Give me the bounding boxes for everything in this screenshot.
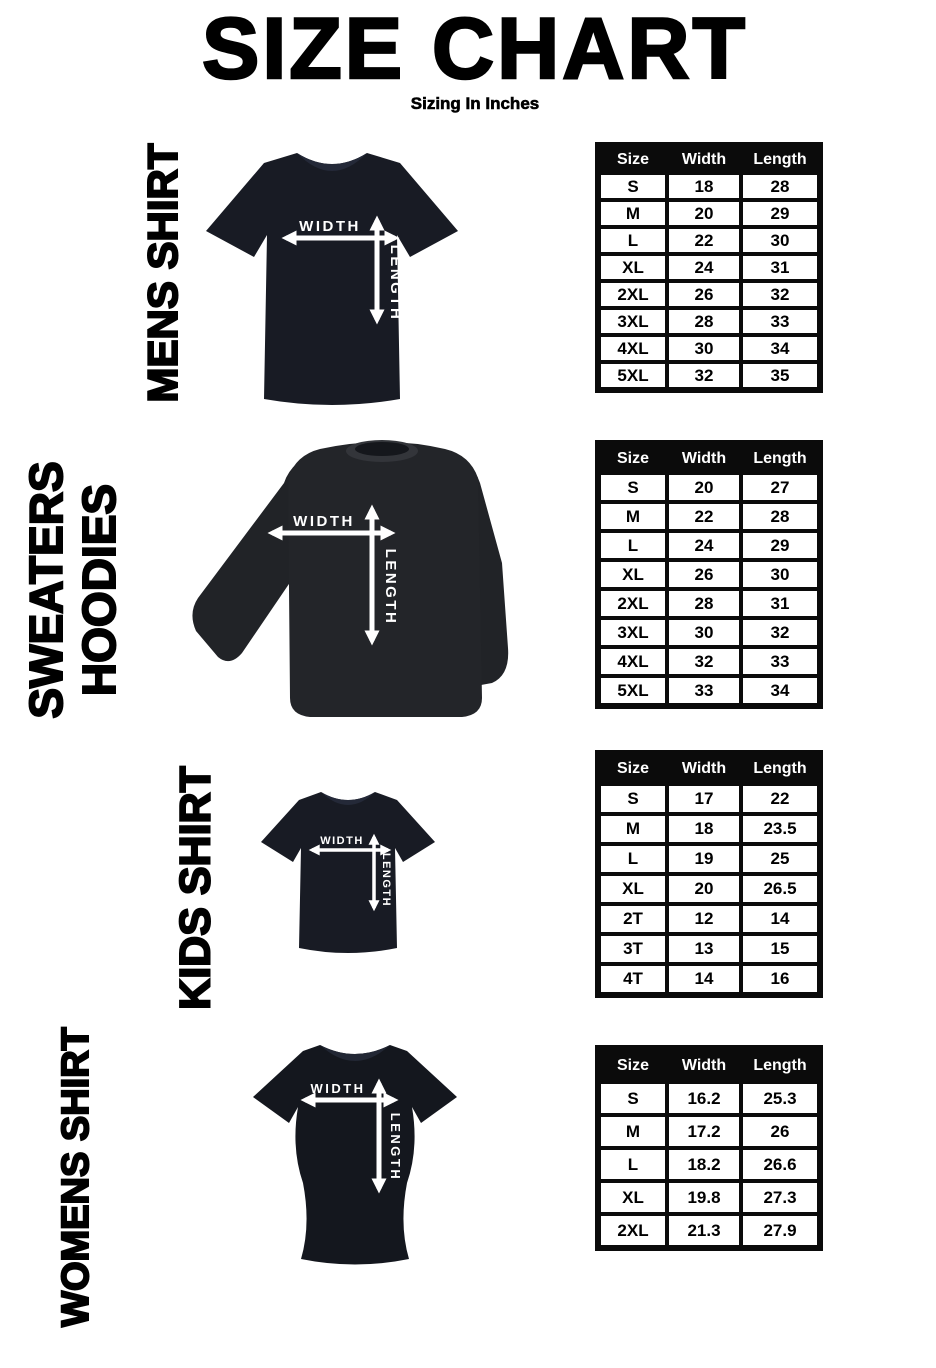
cell-length: 29 bbox=[743, 202, 817, 225]
womens-shirt-illustration bbox=[235, 1033, 475, 1273]
column-header-size: Size bbox=[601, 756, 665, 782]
cell-width: 18 bbox=[669, 175, 739, 198]
cell-size: M bbox=[601, 816, 665, 842]
width-arrow-label: WIDTH bbox=[299, 218, 361, 235]
cell-width: 17.2 bbox=[669, 1117, 739, 1146]
table-row bbox=[601, 936, 817, 962]
section-label-womens-shirt bbox=[55, 1027, 99, 1327]
table-row bbox=[601, 846, 817, 872]
cell-length: 22 bbox=[743, 786, 817, 812]
cell-length: 14 bbox=[743, 906, 817, 932]
tshirt-silhouette bbox=[206, 153, 458, 405]
width-arrow-label: WIDTH bbox=[310, 1081, 366, 1096]
cell-size: L bbox=[601, 1150, 665, 1179]
kids-shirt-illustration bbox=[255, 780, 440, 970]
sweater-collar-inner bbox=[355, 442, 409, 456]
cell-size: S bbox=[601, 475, 665, 500]
column-header-width: Width bbox=[669, 148, 739, 171]
cell-width: 17 bbox=[669, 786, 739, 812]
table-header-row bbox=[601, 756, 817, 782]
cell-length: 29 bbox=[743, 533, 817, 558]
cell-length: 32 bbox=[743, 283, 817, 306]
cell-width: 14 bbox=[669, 966, 739, 992]
cell-width: 32 bbox=[669, 364, 739, 387]
table-row bbox=[601, 1084, 817, 1113]
length-arrow-label: LENGTH bbox=[388, 1112, 403, 1182]
cell-size: S bbox=[601, 1084, 665, 1113]
cell-size: 2XL bbox=[601, 591, 665, 616]
cell-length: 28 bbox=[743, 175, 817, 198]
cell-length: 27.9 bbox=[743, 1216, 817, 1245]
cell-length: 26 bbox=[743, 1117, 817, 1146]
cell-size: M bbox=[601, 202, 665, 225]
table-row bbox=[601, 1150, 817, 1179]
cell-width: 20 bbox=[669, 475, 739, 500]
table-row bbox=[601, 504, 817, 529]
cell-width: 16.2 bbox=[669, 1084, 739, 1113]
cell-length: 25.3 bbox=[743, 1084, 817, 1113]
cell-size: 4XL bbox=[601, 649, 665, 674]
cell-length: 27.3 bbox=[743, 1183, 817, 1212]
column-header-width: Width bbox=[669, 446, 739, 471]
cell-width: 21.3 bbox=[669, 1216, 739, 1245]
table-row bbox=[601, 337, 817, 360]
cell-size: 5XL bbox=[601, 364, 665, 387]
sweaters-size-table bbox=[595, 440, 823, 709]
cell-length: 30 bbox=[743, 229, 817, 252]
cell-size: 5XL bbox=[601, 678, 665, 703]
table-row bbox=[601, 620, 817, 645]
cell-width: 32 bbox=[669, 649, 739, 674]
table-row bbox=[601, 591, 817, 616]
table-header-row bbox=[601, 1051, 817, 1080]
table-row bbox=[601, 966, 817, 992]
table-row bbox=[601, 906, 817, 932]
section-label-line: MENS SHIRT bbox=[138, 143, 186, 403]
sweater-illustration bbox=[180, 433, 520, 723]
cell-size: M bbox=[601, 1117, 665, 1146]
cell-size: 2T bbox=[601, 906, 665, 932]
cell-length: 25 bbox=[743, 846, 817, 872]
table-row bbox=[601, 533, 817, 558]
column-header-width: Width bbox=[669, 1051, 739, 1080]
cell-length: 26.5 bbox=[743, 876, 817, 902]
table-row bbox=[601, 229, 817, 252]
column-header-size: Size bbox=[601, 446, 665, 471]
cell-width: 24 bbox=[669, 256, 739, 279]
length-arrow-label: LENGTH bbox=[382, 548, 399, 626]
table-header-row bbox=[601, 148, 817, 171]
width-arrow-label: WIDTH bbox=[293, 513, 355, 530]
kids-size-table bbox=[595, 750, 823, 998]
cell-width: 26 bbox=[669, 562, 739, 587]
cell-size: 4T bbox=[601, 966, 665, 992]
cell-length: 32 bbox=[743, 620, 817, 645]
cell-size: XL bbox=[601, 876, 665, 902]
cell-width: 26 bbox=[669, 283, 739, 306]
cell-width: 20 bbox=[669, 202, 739, 225]
cell-size: XL bbox=[601, 562, 665, 587]
table-row bbox=[601, 475, 817, 500]
mens-size-table bbox=[595, 142, 823, 393]
table-row bbox=[601, 256, 817, 279]
cell-size: S bbox=[601, 786, 665, 812]
length-arrow-label: LENGTH bbox=[380, 852, 392, 908]
table-row bbox=[601, 562, 817, 587]
cell-width: 19.8 bbox=[669, 1183, 739, 1212]
cell-size: S bbox=[601, 175, 665, 198]
cell-width: 22 bbox=[669, 229, 739, 252]
cell-length: 28 bbox=[743, 504, 817, 529]
cell-width: 33 bbox=[669, 678, 739, 703]
cell-width: 13 bbox=[669, 936, 739, 962]
cell-size: 4XL bbox=[601, 337, 665, 360]
cell-width: 20 bbox=[669, 876, 739, 902]
page-title: SIZE CHART bbox=[202, 1, 748, 97]
column-header-length: Length bbox=[743, 446, 817, 471]
womens-size-table bbox=[595, 1045, 823, 1251]
table-row bbox=[601, 202, 817, 225]
length-arrow-label: LENGTH bbox=[387, 244, 404, 322]
cell-width: 19 bbox=[669, 846, 739, 872]
page-subtitle: Sizing In Inches bbox=[410, 94, 540, 113]
table-row bbox=[601, 1117, 817, 1146]
table-row bbox=[601, 1183, 817, 1212]
cell-size: XL bbox=[601, 1183, 665, 1212]
cell-size: L bbox=[601, 846, 665, 872]
column-header-length: Length bbox=[743, 148, 817, 171]
cell-length: 27 bbox=[743, 475, 817, 500]
tshirt-silhouette bbox=[261, 792, 435, 953]
cell-size: L bbox=[601, 533, 665, 558]
section-label-mens-shirt bbox=[139, 143, 187, 402]
cell-width: 18 bbox=[669, 816, 739, 842]
cell-length: 33 bbox=[743, 649, 817, 674]
table-row bbox=[601, 1216, 817, 1245]
cell-size: 3XL bbox=[601, 620, 665, 645]
section-label-line: HOODIES bbox=[73, 483, 125, 697]
table-row bbox=[601, 786, 817, 812]
cell-size: 2XL bbox=[601, 283, 665, 306]
cell-size: 3XL bbox=[601, 310, 665, 333]
cell-width: 12 bbox=[669, 906, 739, 932]
section-label-line: KIDS SHIRT bbox=[171, 766, 220, 1010]
cell-size: M bbox=[601, 504, 665, 529]
cell-length: 31 bbox=[743, 256, 817, 279]
section-label-kids-shirt bbox=[171, 766, 220, 1010]
cell-length: 26.6 bbox=[743, 1150, 817, 1179]
mens-shirt-illustration bbox=[200, 143, 465, 415]
tshirt-silhouette bbox=[253, 1045, 457, 1265]
cell-length: 15 bbox=[743, 936, 817, 962]
section-label-line: SWEATERS bbox=[20, 461, 73, 719]
cell-length: 34 bbox=[743, 337, 817, 360]
width-arrow-label: WIDTH bbox=[320, 835, 364, 847]
cell-length: 16 bbox=[743, 966, 817, 992]
cell-length: 34 bbox=[743, 678, 817, 703]
cell-width: 30 bbox=[669, 620, 739, 645]
cell-size: 2XL bbox=[601, 1216, 665, 1245]
table-row bbox=[601, 283, 817, 306]
cell-size: L bbox=[601, 229, 665, 252]
cell-width: 28 bbox=[669, 310, 739, 333]
cell-size: XL bbox=[601, 256, 665, 279]
cell-width: 24 bbox=[669, 533, 739, 558]
cell-length: 23.5 bbox=[743, 816, 817, 842]
column-header-length: Length bbox=[743, 1051, 817, 1080]
column-header-size: Size bbox=[601, 148, 665, 171]
table-row bbox=[601, 364, 817, 387]
table-row bbox=[601, 649, 817, 674]
table-row bbox=[601, 816, 817, 842]
table-row bbox=[601, 310, 817, 333]
column-header-width: Width bbox=[669, 756, 739, 782]
table-header-row bbox=[601, 446, 817, 471]
cell-width: 22 bbox=[669, 504, 739, 529]
cell-length: 33 bbox=[743, 310, 817, 333]
table-row bbox=[601, 876, 817, 902]
cell-length: 35 bbox=[743, 364, 817, 387]
section-label-line: WOMENS SHIRT bbox=[55, 1027, 98, 1327]
column-header-length: Length bbox=[743, 756, 817, 782]
cell-length: 31 bbox=[743, 591, 817, 616]
table-row bbox=[601, 175, 817, 198]
cell-size: 3T bbox=[601, 936, 665, 962]
section-label-sweaters-hoodies bbox=[20, 461, 126, 718]
column-header-size: Size bbox=[601, 1051, 665, 1080]
cell-length: 30 bbox=[743, 562, 817, 587]
cell-width: 18.2 bbox=[669, 1150, 739, 1179]
cell-width: 28 bbox=[669, 591, 739, 616]
cell-width: 30 bbox=[669, 337, 739, 360]
table-row bbox=[601, 678, 817, 703]
